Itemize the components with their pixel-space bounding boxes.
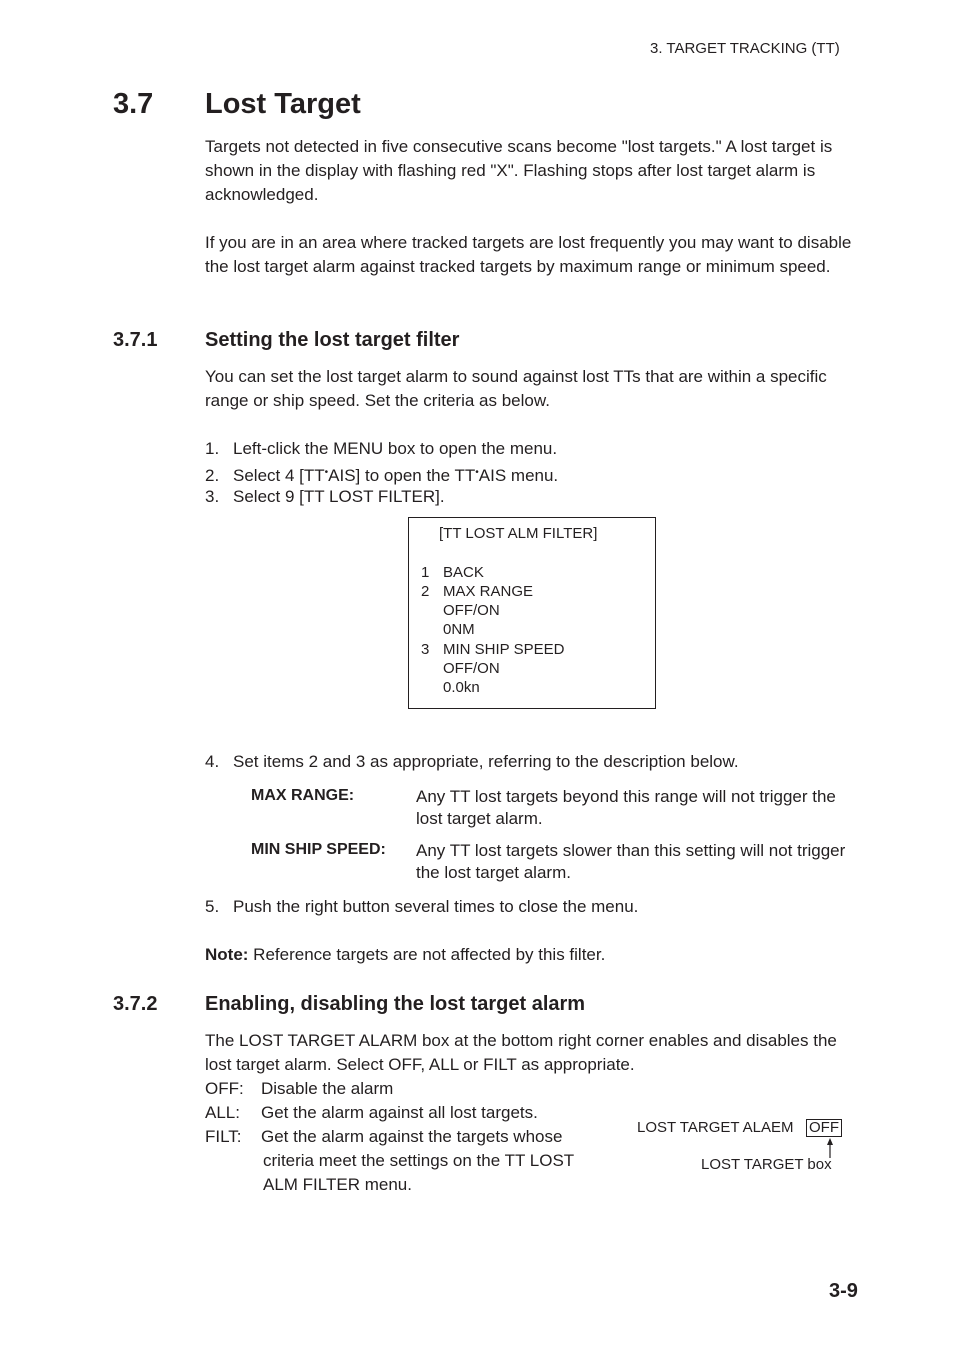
menu-item-min-speed-value[interactable]: 0.0kn <box>443 679 480 696</box>
lost-target-box[interactable]: OFF <box>806 1119 842 1137</box>
menu-item-max-range[interactable]: 2 MAX RANGE <box>421 583 534 600</box>
section-paragraph-2: If you are in an area where tracked targets are lost frequently you may want to disable the lost target alarm against tracked targets by maximum range or minimum speed. <box>205 233 852 276</box>
step-1 <box>205 437 557 461</box>
option-filt-line-3: ALM FILTER menu. <box>263 1175 412 1194</box>
step-4 <box>205 750 739 774</box>
tt-lost-alm-filter-menu <box>408 517 656 709</box>
lost-target-alarm-label: LOST TARGET ALAEM <box>637 1119 794 1136</box>
option-desc: Get the alarm against all lost targets. <box>261 1103 538 1122</box>
step-text-b: AIS] to open the TT <box>328 466 476 485</box>
section-number: 3.7 <box>113 88 154 120</box>
menu-title: [TT LOST ALM FILTER] <box>439 525 598 542</box>
note <box>205 943 605 967</box>
option-desc: Disable the alarm <box>261 1079 394 1098</box>
step-number: 2. <box>205 466 220 485</box>
step-text: Push the right button several times to close the menu. <box>233 897 639 916</box>
option-filt-line-2: criteria meet the settings on the TT LOST <box>263 1151 575 1170</box>
subsection-1-intro: You can set the lost target alarm to sound against lost TTs that are within a specific range or ship speed. Set the criteria as below. <box>205 367 827 410</box>
option-desc: Get the alarm against the targets whose <box>261 1127 563 1146</box>
up-arrow-icon <box>823 1138 837 1158</box>
separator-dot: • <box>475 467 479 478</box>
definition-desc-min-ship-speed: Any TT lost targets slower than this setting will not trigger the lost target alarm. <box>416 841 846 882</box>
option-key: OFF: <box>205 1079 244 1098</box>
option-all <box>205 1101 538 1125</box>
step-number: 4. <box>205 752 220 771</box>
step-text: Left-click the MENU box to open the menu. <box>233 439 558 458</box>
note-label: Note: <box>205 945 249 964</box>
separator-dot: • <box>324 467 329 478</box>
step-number: 3. <box>205 487 220 506</box>
page-number: 3-9 <box>829 1280 858 1302</box>
subsection-1-number: 3.7.1 <box>113 329 158 351</box>
step-text: Set items 2 and 3 as appropriate, referring to the description below. <box>233 752 739 771</box>
menu-item-max-range-value[interactable]: 0NM <box>443 621 475 638</box>
subsection-1-title: Setting the lost target filter <box>205 329 460 351</box>
step-2 <box>205 461 558 488</box>
option-key: FILT: <box>205 1127 242 1146</box>
subsection-2-number: 3.7.2 <box>113 993 158 1015</box>
subsection-2-intro: The LOST TARGET ALARM box at the bottom right corner enables and disables the lost target alarm. Select OFF, ALL or FILT as appropriate. <box>205 1031 837 1074</box>
section-title: Lost Target <box>205 88 361 120</box>
definition-term-min-ship-speed: MIN SHIP SPEED: <box>251 841 386 858</box>
step-number: 5. <box>205 897 220 916</box>
step-text: Select 9 [TT LOST FILTER]. <box>233 487 445 506</box>
option-off <box>205 1077 393 1101</box>
definition-desc-max-range: Any TT lost targets beyond this range will not trigger the lost target alarm. <box>416 787 836 828</box>
menu-item-max-range-toggle[interactable]: OFF/ON <box>443 602 500 619</box>
step-5 <box>205 895 638 919</box>
definition-term-max-range: MAX RANGE: <box>251 787 355 804</box>
menu-item-back[interactable]: 1 BACK <box>421 564 484 581</box>
step-text-a: Select 4 [TT <box>233 466 325 485</box>
option-key: ALL: <box>205 1103 240 1122</box>
menu-item-min-ship-speed[interactable]: 3 MIN SHIP SPEED <box>421 641 565 658</box>
section-paragraph-1: Targets not detected in five consecutive scans become "lost targets." A lost target is shown in the display with flashing red "X". Flashing stops after lost target alarm is acknowledged. <box>205 137 833 204</box>
menu-item-min-speed-toggle[interactable]: OFF/ON <box>443 660 500 677</box>
step-text-c: AIS menu. <box>478 466 559 485</box>
running-header: 3. TARGET TRACKING (TT) <box>650 40 840 57</box>
step-number: 1. <box>205 439 220 458</box>
subsection-2-title: Enabling, disabling the lost target alarm <box>205 993 586 1015</box>
note-text: Reference targets are not affected by this filter. <box>248 945 606 964</box>
option-filt <box>205 1125 562 1149</box>
step-3 <box>205 485 445 509</box>
lost-target-box-caption: LOST TARGET box <box>701 1156 832 1173</box>
